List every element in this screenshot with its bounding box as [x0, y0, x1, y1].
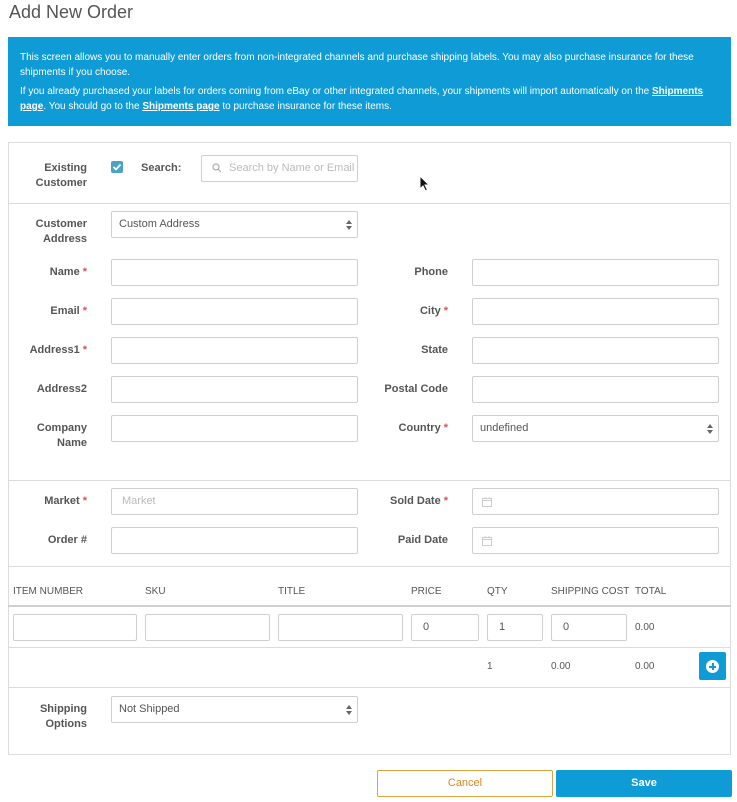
- existing-customer-label: Existing Customer: [35, 162, 87, 189]
- search-icon: [212, 163, 222, 173]
- price-input[interactable]: 0: [411, 614, 479, 641]
- title-input[interactable]: [278, 614, 403, 641]
- shipping-options-label: Shipping Options: [39, 703, 87, 730]
- plus-circle-icon: [706, 660, 719, 673]
- market-label: Market *: [44, 495, 87, 507]
- section-divider: [8, 566, 731, 567]
- state-input[interactable]: [472, 337, 719, 364]
- section-divider: [8, 480, 731, 481]
- summary-shipping-cost: 0.00: [551, 661, 571, 672]
- column-header-shipping-cost: SHIPPING COST: [551, 586, 630, 597]
- banner-line-2: [20, 84, 719, 114]
- company-name-label: Company Name: [36, 422, 87, 449]
- customer-address-select[interactable]: Custom Address: [111, 211, 358, 238]
- postal-code-input[interactable]: [472, 376, 719, 403]
- name-input[interactable]: [111, 259, 358, 286]
- order-number-input[interactable]: [111, 527, 358, 554]
- search-label: Search:: [141, 162, 182, 174]
- address1-input[interactable]: [111, 337, 358, 364]
- paid-date-label: Paid Date: [397, 534, 448, 546]
- sold-date-input[interactable]: [472, 488, 719, 515]
- paid-date-input[interactable]: [472, 527, 719, 554]
- company-name-input[interactable]: [111, 415, 358, 442]
- address2-input[interactable]: [111, 376, 358, 403]
- postal-code-label: Postal Code: [384, 383, 448, 395]
- qty-input[interactable]: 1: [487, 614, 543, 641]
- state-label: State: [421, 344, 448, 356]
- summary-qty: 1: [487, 661, 493, 672]
- banner-text-a: If you already purchased your labels for orders coming from eBay or other integrated channels, your shipments will import automatically on the: [20, 86, 652, 97]
- select-arrows-icon: [346, 220, 352, 230]
- check-icon: [112, 162, 122, 172]
- banner-line-1: This screen allows you to manually enter orders from non-integrated channels and purchase shipping labels. You may also purchase insurance for these shipments if you choose.: [20, 52, 694, 78]
- order-number-label: Order #: [47, 534, 87, 546]
- country-label: Country *: [398, 422, 448, 434]
- section-divider: [8, 203, 731, 204]
- mouse-cursor-icon: [419, 175, 430, 192]
- save-button[interactable]: Save: [556, 770, 732, 797]
- email-label: Email *: [50, 305, 87, 317]
- sku-input[interactable]: [145, 614, 270, 641]
- shipments-page-link-2[interactable]: Shipments page: [142, 101, 220, 112]
- summary-total: 0.00: [635, 661, 655, 672]
- address2-label: Address2: [36, 383, 87, 395]
- column-header-title: TITLE: [278, 586, 306, 597]
- existing-customer-checkbox[interactable]: [111, 161, 123, 173]
- shipments-page-link-1[interactable]: Shipments page: [20, 86, 704, 112]
- add-item-button[interactable]: [699, 652, 726, 680]
- cancel-button[interactable]: Cancel: [377, 770, 553, 797]
- item-number-input[interactable]: [13, 614, 137, 641]
- banner-text-b: . You should go to the: [43, 101, 143, 112]
- select-arrows-icon: [707, 424, 713, 434]
- email-input[interactable]: [111, 298, 358, 325]
- column-header-qty: QTY: [487, 586, 508, 597]
- market-input[interactable]: Market: [111, 488, 358, 515]
- calendar-icon: [482, 497, 492, 507]
- shipping-cost-input[interactable]: 0: [551, 614, 627, 641]
- section-divider: [8, 647, 731, 648]
- country-select[interactable]: undefined: [472, 415, 719, 442]
- page-title: Add New Order: [9, 2, 134, 22]
- phone-label: Phone: [414, 266, 448, 278]
- city-label: City *: [419, 305, 448, 317]
- sold-date-label: Sold Date *: [389, 495, 448, 507]
- shipping-options-select[interactable]: Not Shipped: [111, 696, 358, 723]
- customer-search-input[interactable]: [201, 155, 358, 182]
- name-label: Name *: [49, 266, 87, 278]
- items-header-divider: [8, 605, 731, 607]
- phone-input[interactable]: [472, 259, 719, 286]
- row-total: 0.00: [635, 622, 655, 633]
- select-arrows-icon: [346, 705, 352, 715]
- banner-text-c: to purchase insurance for these items.: [219, 101, 392, 112]
- column-header-price: PRICE: [411, 586, 442, 597]
- info-banner: [8, 37, 731, 126]
- address1-label: Address1 *: [29, 344, 87, 356]
- city-input[interactable]: [472, 298, 719, 325]
- column-header-total: TOTAL: [635, 586, 667, 597]
- column-header-sku: SKU: [145, 586, 166, 597]
- calendar-icon: [482, 536, 492, 546]
- customer-address-label: Customer Address: [35, 218, 87, 245]
- section-divider: [8, 687, 731, 688]
- column-header-item-number: ITEM NUMBER: [13, 586, 83, 597]
- search-placeholder: Search by Name or Email: [229, 162, 355, 174]
